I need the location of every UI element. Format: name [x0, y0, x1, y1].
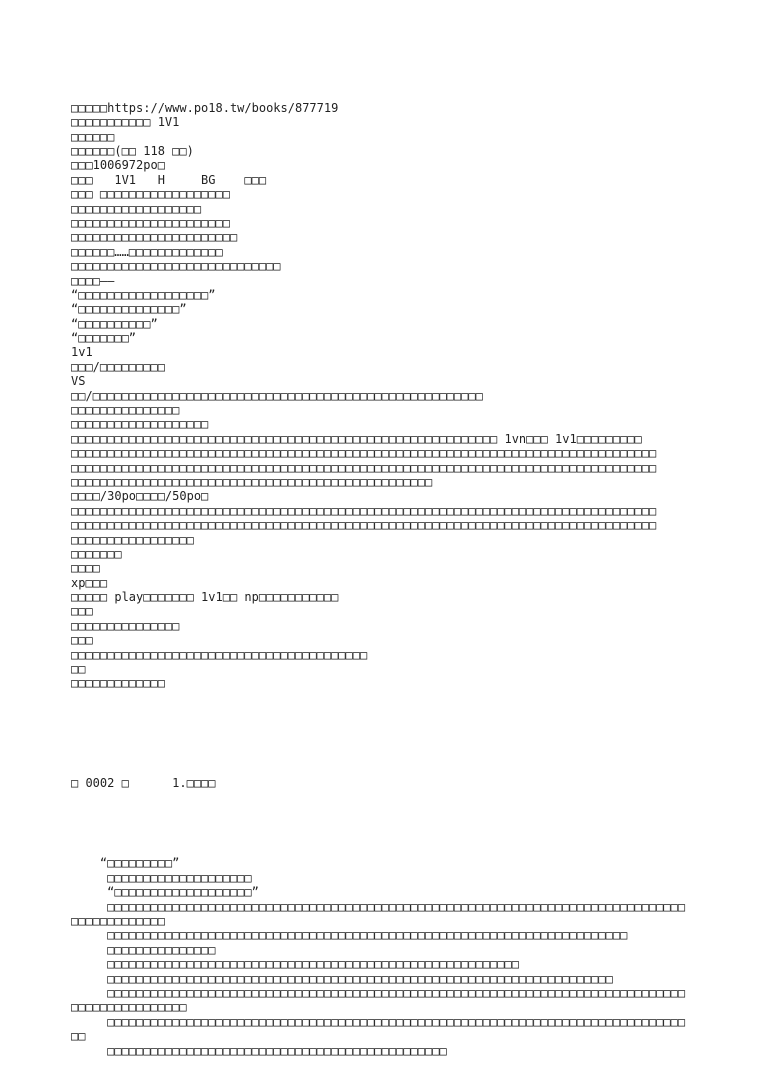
paragraph-line: □□□□□□□□□□□□□□□	[71, 942, 216, 957]
paragraph-line: “□□□□□□□□□”	[71, 856, 180, 871]
text-line: □□□□□□□□□□□□□□□□□□□□□□□□□□□□□□□□□□□□□□□□□□□□□□□□□□□□□□□□□□□□□□□□□□□□□□□□□□□□□□□□□	[71, 518, 657, 533]
text-line: □□□□□□□□□□□□□□□□□□□□□□□□□□□□□□□□□□□□□□□□□□□□□□□□□□□□□□□□□□□□□□□□□□□□□□□□□□□□□□□□□	[71, 446, 657, 461]
text-line: □□□□——	[71, 273, 115, 288]
text-line: “□□□□□□□□□□□□□□”	[71, 302, 187, 317]
text-line: □□□/□□□□□□□□□	[71, 359, 165, 374]
paragraph-line: □□□□□□□□□□□□□□□□□□□□	[71, 870, 252, 885]
text-line: □□□□	[71, 561, 100, 576]
text-line: □□□□□□(□□ 118 □□)	[71, 143, 194, 158]
paragraph-line: □□□□□□□□□□□□□□□□□□□□□□□□□□□□□□□□□□□□□□□□□□□□□□□	[71, 1043, 447, 1058]
paragraph-line: □□□□□□□□□□□□□□□□	[71, 1000, 187, 1015]
text-line: □□□□□□□□□□□□□	[71, 676, 165, 691]
text-line: □□/□□□□□□□□□□□□□□□□□□□□□□□□□□□□□□□□□□□□□□□□□□□□□□□□□□□□□□	[71, 388, 483, 403]
book-info-block	[71, 101, 697, 691]
paragraph-line: □□	[71, 1029, 86, 1044]
text-line: □□□□□□□□□□□□□□□□□□□□□□□	[71, 230, 238, 245]
text-line: □□□□□□□□□□□□□□□□□□□□□□□□□□□□□□□□□□□□□□□□□□□□□□□□□□□□□□□□□□□□□□□□□□□□□□□□□□□□□□□□□	[71, 503, 657, 518]
text-line: “□□□□□□□□□□□□□□□□□□”	[71, 287, 216, 302]
text-line: □□□	[71, 633, 93, 648]
text-line: □□□□□□□□□□□□□□□□□□□□□□□□□□□□□□□□□□□□□□□□□□□□□□□□□□	[71, 474, 433, 489]
text-line: □□□□□□□□□□□□□□□□□□□□□□□□□□□□□□□□□□□□□□□□□	[71, 647, 368, 662]
spacer	[71, 820, 697, 828]
document-body	[71, 72, 697, 1072]
text-line: “□□□□□□□□□□”	[71, 316, 158, 331]
text-line: xp□□□	[71, 575, 108, 590]
paragraph-line: □□□□□□□□□□□□□□□□□□□□□□□□□□□□□□□□□□□□□□□□□□□□□□□□□□□□□□□□□□□□□□□□□□□□□□□□□□□□□□□□	[71, 1014, 686, 1029]
paragraph-line: □□□□□□□□□□□□□□□□□□□□□□□□□□□□□□□□□□□□□□□□□□□□□□□□□□□□□□□□□	[71, 957, 519, 972]
text-line: □□□□□□□□□□□□□□□□□□□□□□□□□□□□□□□□□□□□□□□□□□□□□□□□□□□□□□□□□□□ 1vn□□□ 1v1□□□□□□□□□	[71, 431, 642, 446]
text-line: □□□□□□□□□□□□□□□□□	[71, 532, 194, 547]
text-line: □□□□□https://www.po18.tw/books/877719	[71, 100, 339, 115]
text-line: □□□□□□……□□□□□□□□□□□□□	[71, 244, 223, 259]
chapter-text-block	[71, 856, 697, 1057]
text-line: □□□□□□□□□□□□□□□□□□□□□□□□□□□□□	[71, 259, 281, 274]
text-line: 1v1	[71, 345, 93, 360]
paragraph-line: □□□□□□□□□□□□□	[71, 914, 165, 929]
text-line: □□□□□ play□□□□□□□ 1v1□□ np□□□□□□□□□□□	[71, 590, 339, 605]
paragraph-line: □□□□□□□□□□□□□□□□□□□□□□□□□□□□□□□□□□□□□□□□□□□□□□□□□□□□□□□□□□□□□□□□□□□□□□□□	[71, 928, 628, 943]
paragraph-line: □□□□□□□□□□□□□□□□□□□□□□□□□□□□□□□□□□□□□□□□□□□□□□□□□□□□□□□□□□□□□□□□□□□□□□	[71, 971, 613, 986]
paragraph-line: □□□□□□□□□□□□□□□□□□□□□□□□□□□□□□□□□□□□□□□□□□□□□□□□□□□□□□□□□□□□□□□□□□□□□□□□□□□□□□□□	[71, 985, 686, 1000]
text-line: □□□□□□□	[71, 546, 122, 561]
text-line: □□	[71, 662, 86, 677]
text-line: “□□□□□□□”	[71, 331, 137, 346]
text-line: □□□ □□□□□□□□□□□□□□□□□□	[71, 187, 230, 202]
text-line: □□□□□□□□□□□□□□□	[71, 403, 180, 418]
text-line: □□□□□□□□□□□□□□□□□□	[71, 201, 202, 216]
spacer	[71, 720, 697, 748]
paragraph-line: “□□□□□□□□□□□□□□□□□□□”	[71, 885, 259, 900]
paragraph-line: □□□□□□□□□□□□□□□□□□□□□□□□□□□□□□□□□□□□□□□□□□□□□□□□□□□□□□□□□□□□□□□□□□□□□□□□□□□□□□□□	[71, 899, 686, 914]
text-line: □□□□□□□□□□□ 1V1	[71, 115, 180, 130]
text-line: □□□□/30po□□□□/50po□	[71, 489, 209, 504]
text-line: □□□□□□□□□□□□□□□□□□□□□□□□□□□□□□□□□□□□□□□□□□□□□□□□□□□□□□□□□□□□□□□□□□□□□□□□□□□□□□□□□	[71, 460, 657, 475]
text-line: VS	[71, 374, 86, 389]
text-line: □□□1006972po□	[71, 158, 165, 173]
text-line: □□□	[71, 604, 93, 619]
text-line: □□□□□□□□□□□□□□□□□□□□□□	[71, 215, 230, 230]
text-line: □□□□□□□□□□□□□□□□□□□	[71, 417, 209, 432]
chapter-heading: □ 0002 □ 1.□□□□	[71, 776, 216, 791]
text-line: □□□ 1V1 H BG □□□	[71, 172, 267, 187]
text-line: □□□□□□	[71, 129, 115, 144]
text-line: □□□□□□□□□□□□□□□	[71, 618, 180, 633]
